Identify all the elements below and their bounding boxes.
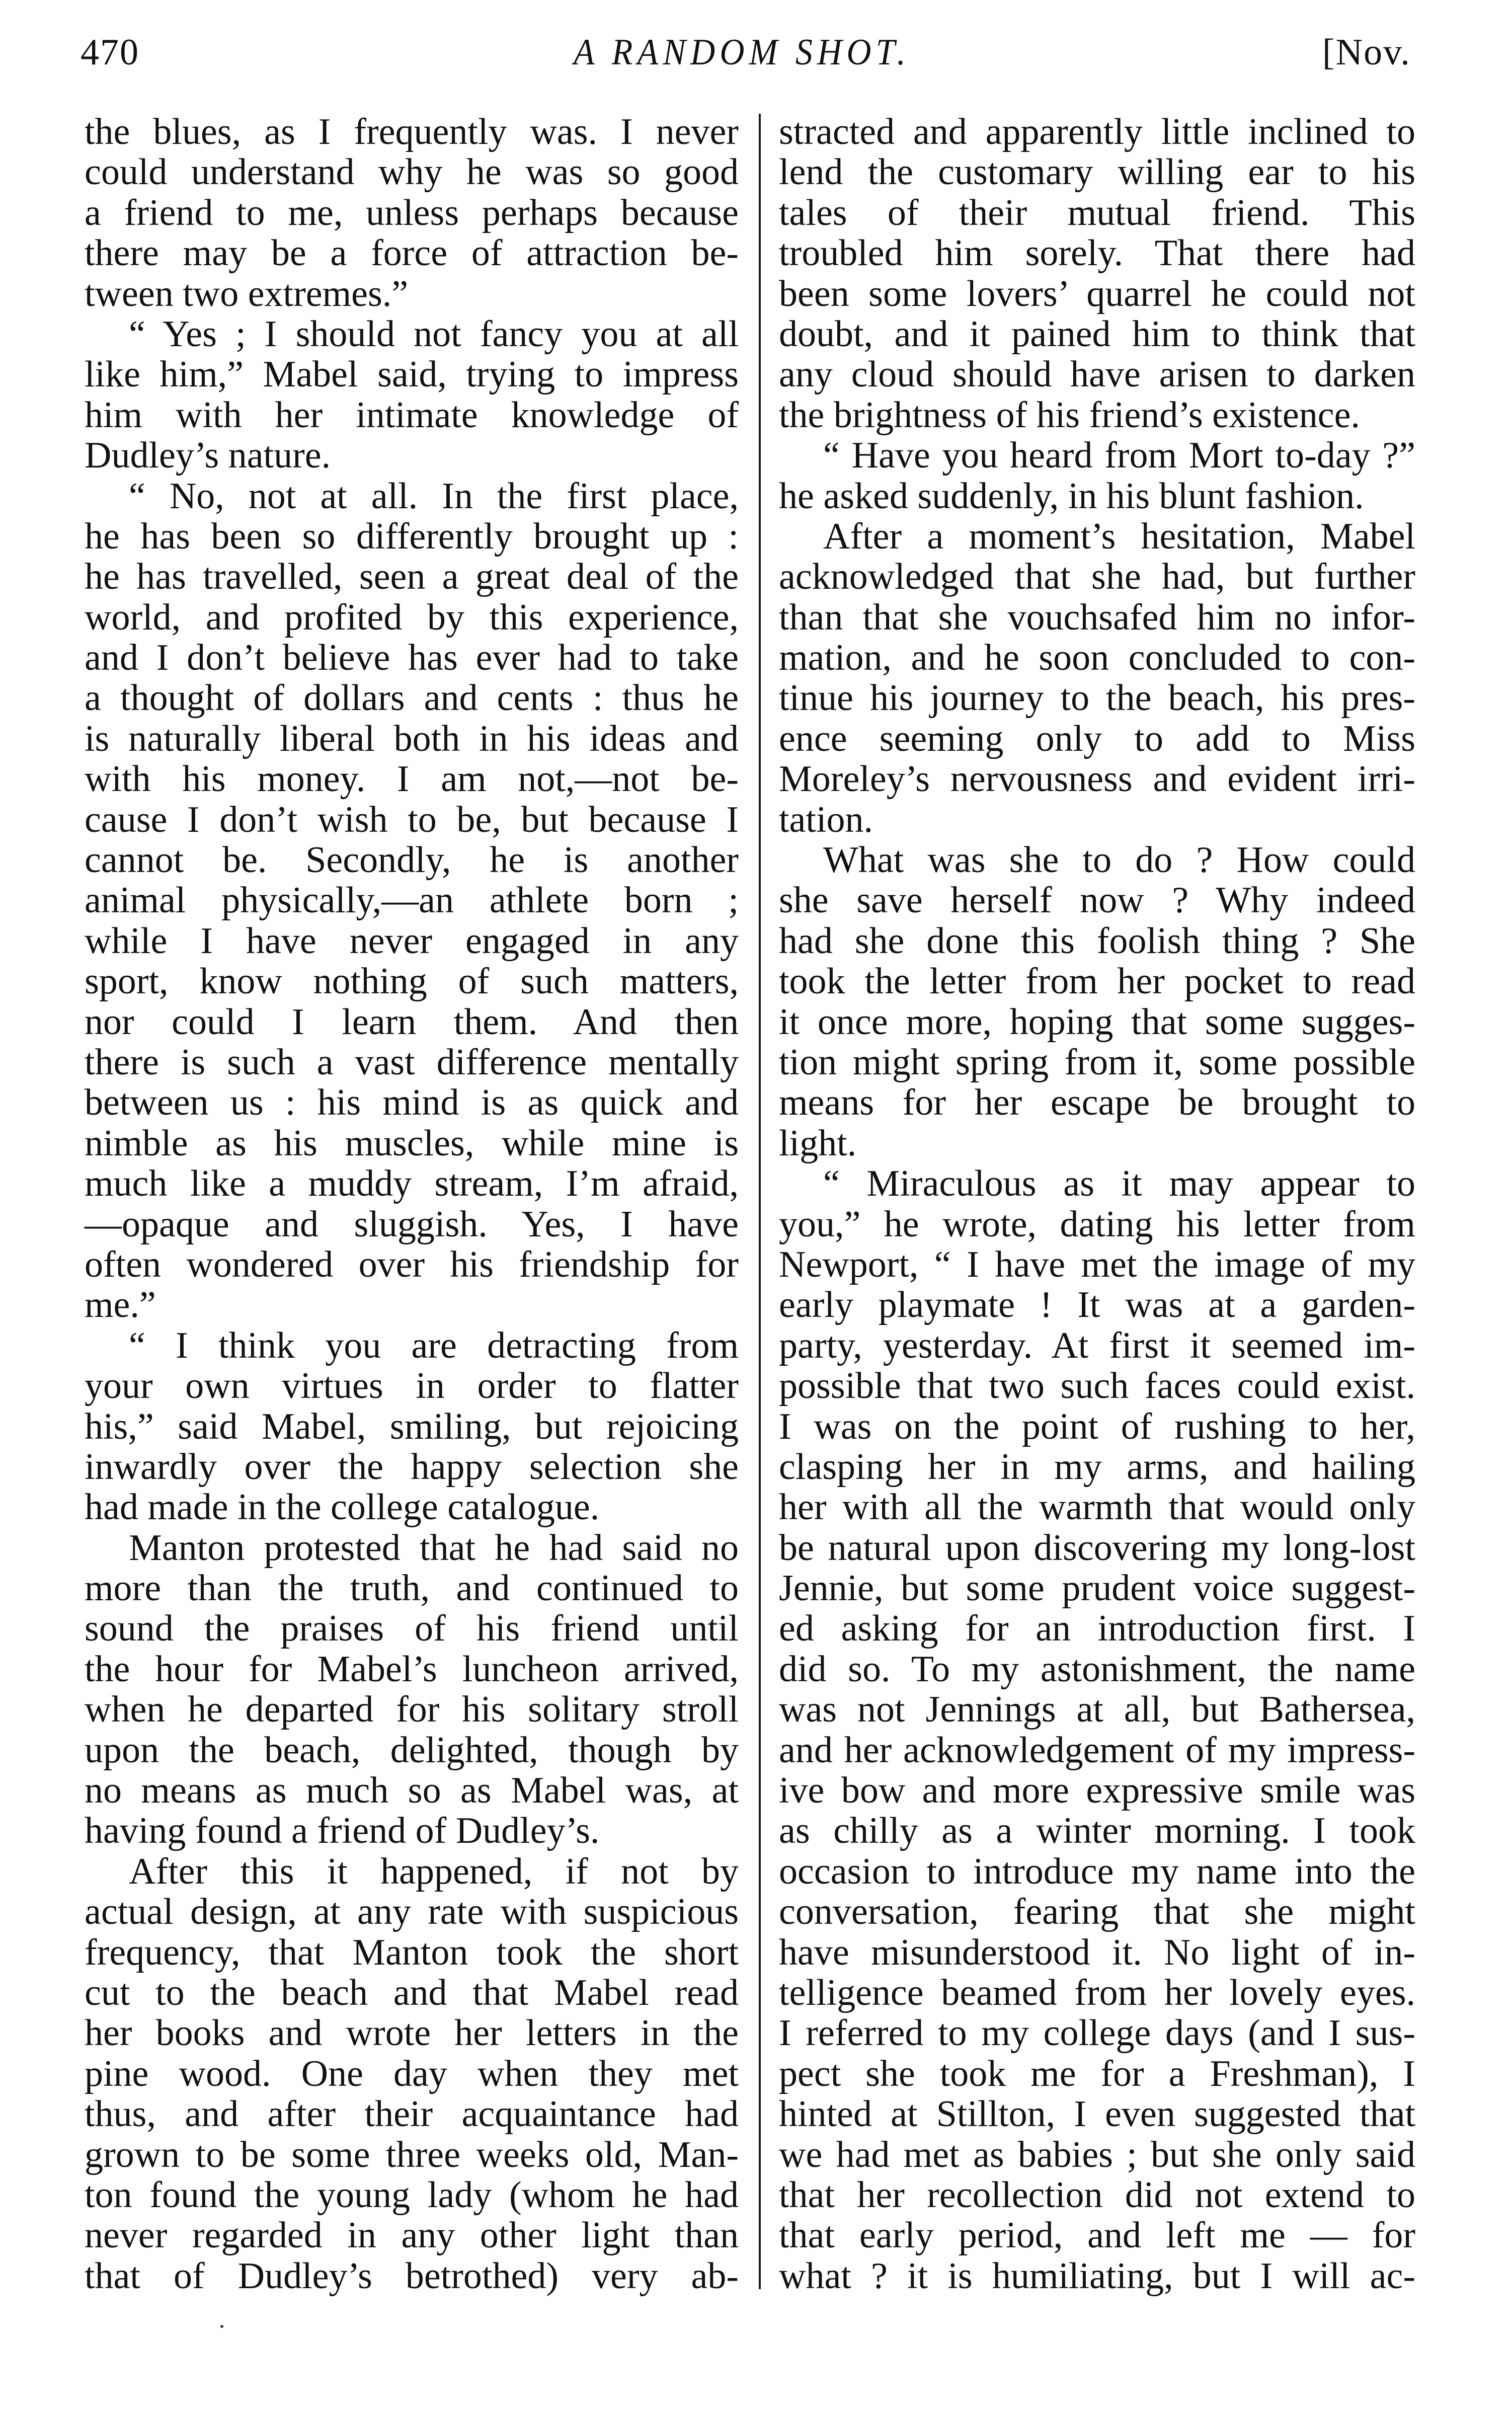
right-text-column xyxy=(779,112,1415,2296)
page-number: 470 xyxy=(81,32,139,73)
text-line: with his money. I am not,—not be- xyxy=(85,758,739,800)
text-line: tinue his journey to the beach, his pres- xyxy=(779,677,1415,719)
text-line: could understand why he was so good xyxy=(85,151,739,193)
text-line: cannot be. Secondly, he is another xyxy=(85,839,739,881)
text-line: having found a friend of Dudley’s. xyxy=(85,1810,600,1852)
text-line: I referred to my college days (and I sus- xyxy=(779,2012,1415,2054)
text-line: and I don’t believe has ever had to take xyxy=(85,637,739,679)
text-line: After this it happened, if not by xyxy=(129,1850,739,1892)
running-title: A RANDOM SHOT. xyxy=(574,32,911,73)
text-line: What was she to do ? How could xyxy=(823,839,1415,881)
text-line: more than the truth, and continued to xyxy=(85,1568,739,1609)
text-line: lend the customary willing ear to his xyxy=(779,151,1415,193)
text-line: —opaque and sluggish. Yes, I have xyxy=(85,1203,739,1245)
text-line: had she done this foolish thing ? She xyxy=(779,920,1415,962)
text-line: mation, and he soon concluded to con- xyxy=(779,637,1415,679)
text-line: was not Jennings at all, but Bathersea, xyxy=(779,1689,1415,1731)
text-line: Newport, “ I have met the image of my xyxy=(779,1243,1415,1285)
text-line: “ Yes ; I should not fancy you at all xyxy=(129,313,739,355)
text-line: that early period, and left me — for xyxy=(779,2215,1415,2256)
text-line: a friend to me, unless perhaps because xyxy=(85,192,739,233)
text-line: pect she took me for a Freshman), I xyxy=(779,2053,1415,2094)
text-line: often wondered over his friendship for xyxy=(85,1243,739,1285)
text-line: stracted and apparently little inclined to xyxy=(779,111,1415,152)
text-line: had made in the college catalogue. xyxy=(85,1487,600,1528)
text-line: did so. To my astonishment, the name xyxy=(779,1648,1415,1690)
text-line: you,” he wrote, dating his letter from xyxy=(779,1203,1415,1245)
text-line: that her recollection did not extend to xyxy=(779,2174,1415,2216)
text-line: “ Have you heard from Mort to-day ?” xyxy=(823,435,1415,477)
text-line: her books and wrote her letters in the xyxy=(85,2012,739,2054)
text-line: possible that two such faces could exist. xyxy=(779,1365,1415,1407)
text-line: clasping her in my arms, and hailing xyxy=(779,1446,1415,1488)
text-line: world, and profited by this experience, xyxy=(85,596,739,638)
text-line: never regarded in any other light than xyxy=(85,2215,739,2256)
text-line: thus, and after their acquaintance had xyxy=(85,2093,739,2135)
text-line: conversation, fearing that she might xyxy=(779,1891,1415,1933)
text-line: Jennie, but some prudent voice suggest- xyxy=(779,1568,1415,1609)
text-line: tion might spring from it, some possible xyxy=(779,1041,1415,1083)
text-line: him with her intimate knowledge of xyxy=(85,394,739,436)
text-line: sound the praises of his friend until xyxy=(85,1608,739,1650)
text-line: acknowledged that she had, but further xyxy=(779,556,1415,598)
text-line: your own virtues in order to flatter xyxy=(85,1365,739,1407)
text-line: we had met as babies ; but she only said xyxy=(779,2134,1415,2175)
text-line: ed asking for an introduction first. I xyxy=(779,1608,1415,1650)
text-line: than that she vouchsafed him no infor- xyxy=(779,596,1415,638)
text-line: early playmate ! It was at a garden- xyxy=(779,1284,1415,1326)
text-line: took the letter from her pocket to read xyxy=(779,961,1415,1002)
text-line: any cloud should have arisen to darken xyxy=(779,354,1415,396)
text-line: Dudley’s nature. xyxy=(85,435,331,477)
text-line: tation. xyxy=(779,799,873,840)
text-line: “ No, not at all. In the first place, xyxy=(129,475,739,517)
text-line: while I have never engaged in any xyxy=(85,920,739,962)
text-line: there may be a force of attraction be- xyxy=(85,232,739,274)
text-line: grown to be some three weeks old, Man- xyxy=(85,2134,739,2175)
text-line: between us : his mind is as quick and xyxy=(85,1082,739,1124)
text-line: his,” said Mabel, smiling, but rejoicing xyxy=(85,1406,739,1447)
text-line: much like a muddy stream, I’m afraid, xyxy=(85,1163,739,1205)
text-line: no means as much so as Mabel was, at xyxy=(85,1770,739,1812)
left-text-column xyxy=(85,112,739,2296)
text-line: he has been so differently brought up : xyxy=(85,515,739,557)
text-line: like him,” Mabel said, trying to impress xyxy=(85,354,739,396)
print-speck xyxy=(220,2325,223,2328)
text-line: been some lovers’ quarrel he could not xyxy=(779,273,1415,315)
text-line: it once more, hoping that some sugges- xyxy=(779,1001,1415,1043)
text-line: her with all the warmth that would only xyxy=(779,1487,1415,1528)
text-line: “ I think you are detracting from xyxy=(129,1324,739,1366)
column-divider xyxy=(759,114,761,2289)
text-line: cut to the beach and that Mabel read xyxy=(85,1972,739,2013)
text-line: ton found the young lady (whom he had xyxy=(85,2174,739,2216)
text-line: that of Dudley’s betrothed) very ab- xyxy=(85,2255,739,2297)
text-line: the blues, as I frequently was. I never xyxy=(85,111,739,152)
text-line: tales of their mutual friend. This xyxy=(779,192,1415,233)
text-line: a thought of dollars and cents : thus he xyxy=(85,677,739,719)
text-line: have misunderstood it. No light of in- xyxy=(779,1931,1415,1973)
text-line: when he departed for his solitary stroll xyxy=(85,1689,739,1731)
text-line: Manton protested that he had said no xyxy=(129,1527,739,1569)
text-line: I was on the point of rushing to her, xyxy=(779,1406,1415,1447)
text-line: ence seeming only to add to Miss xyxy=(779,718,1415,759)
text-line: there is such a vast difference mentally xyxy=(85,1041,739,1083)
text-line: and her acknowledgement of my impress- xyxy=(779,1729,1415,1771)
text-line: tween two extremes.” xyxy=(85,273,409,315)
text-line: nimble as his muscles, while mine is xyxy=(85,1122,739,1164)
text-line: sport, know nothing of such matters, xyxy=(85,961,739,1002)
text-line: is naturally liberal both in his ideas and xyxy=(85,718,739,759)
text-line: party, yesterday. At first it seemed im- xyxy=(779,1324,1415,1366)
text-line: means for her escape be brought to xyxy=(779,1082,1415,1124)
text-line: cause I don’t wish to be, but because I xyxy=(85,799,739,840)
text-line: me.” xyxy=(85,1284,156,1326)
text-line: ive bow and more expressive smile was xyxy=(779,1770,1415,1812)
text-line: frequency, that Manton took the short xyxy=(85,1931,739,1973)
text-line: be natural upon discovering my long-lost xyxy=(779,1527,1415,1569)
text-line: actual design, at any rate with suspicious xyxy=(85,1891,739,1933)
text-line: upon the beach, delighted, though by xyxy=(85,1729,739,1771)
text-line: the brightness of his friend’s existence. xyxy=(779,394,1360,436)
text-line: “ Miraculous as it may appear to xyxy=(823,1163,1415,1205)
text-line: inwardly over the happy selection she xyxy=(85,1446,739,1488)
text-line: what ? it is humiliating, but I will ac- xyxy=(779,2255,1415,2297)
text-line: troubled him sorely. That there had xyxy=(779,232,1415,274)
text-line: hinted at Stillton, I even suggested that xyxy=(779,2093,1415,2135)
text-line: animal physically,—an athlete born ; xyxy=(85,880,739,921)
text-line: she save herself now ? Why indeed xyxy=(779,880,1415,921)
text-line: he has travelled, seen a great deal of the xyxy=(85,556,739,598)
text-line: Moreley’s nervousness and evident irri- xyxy=(779,758,1415,800)
text-line: nor could I learn them. And then xyxy=(85,1001,739,1043)
text-line: the hour for Mabel’s luncheon arrived, xyxy=(85,1648,739,1690)
text-line: as chilly as a winter morning. I took xyxy=(779,1810,1415,1852)
running-head xyxy=(0,31,1512,76)
text-line: After a moment’s hesitation, Mabel xyxy=(823,515,1415,557)
issue-month: [Nov. xyxy=(1322,32,1411,73)
text-line: he asked suddenly, in his blunt fashion. xyxy=(779,475,1364,517)
text-line: telligence beamed from her lovely eyes. xyxy=(779,1972,1415,2013)
text-line: occasion to introduce my name into the xyxy=(779,1850,1415,1892)
text-line: pine wood. One day when they met xyxy=(85,2053,739,2094)
text-line: doubt, and it pained him to think that xyxy=(779,313,1415,355)
text-line: light. xyxy=(779,1122,857,1164)
